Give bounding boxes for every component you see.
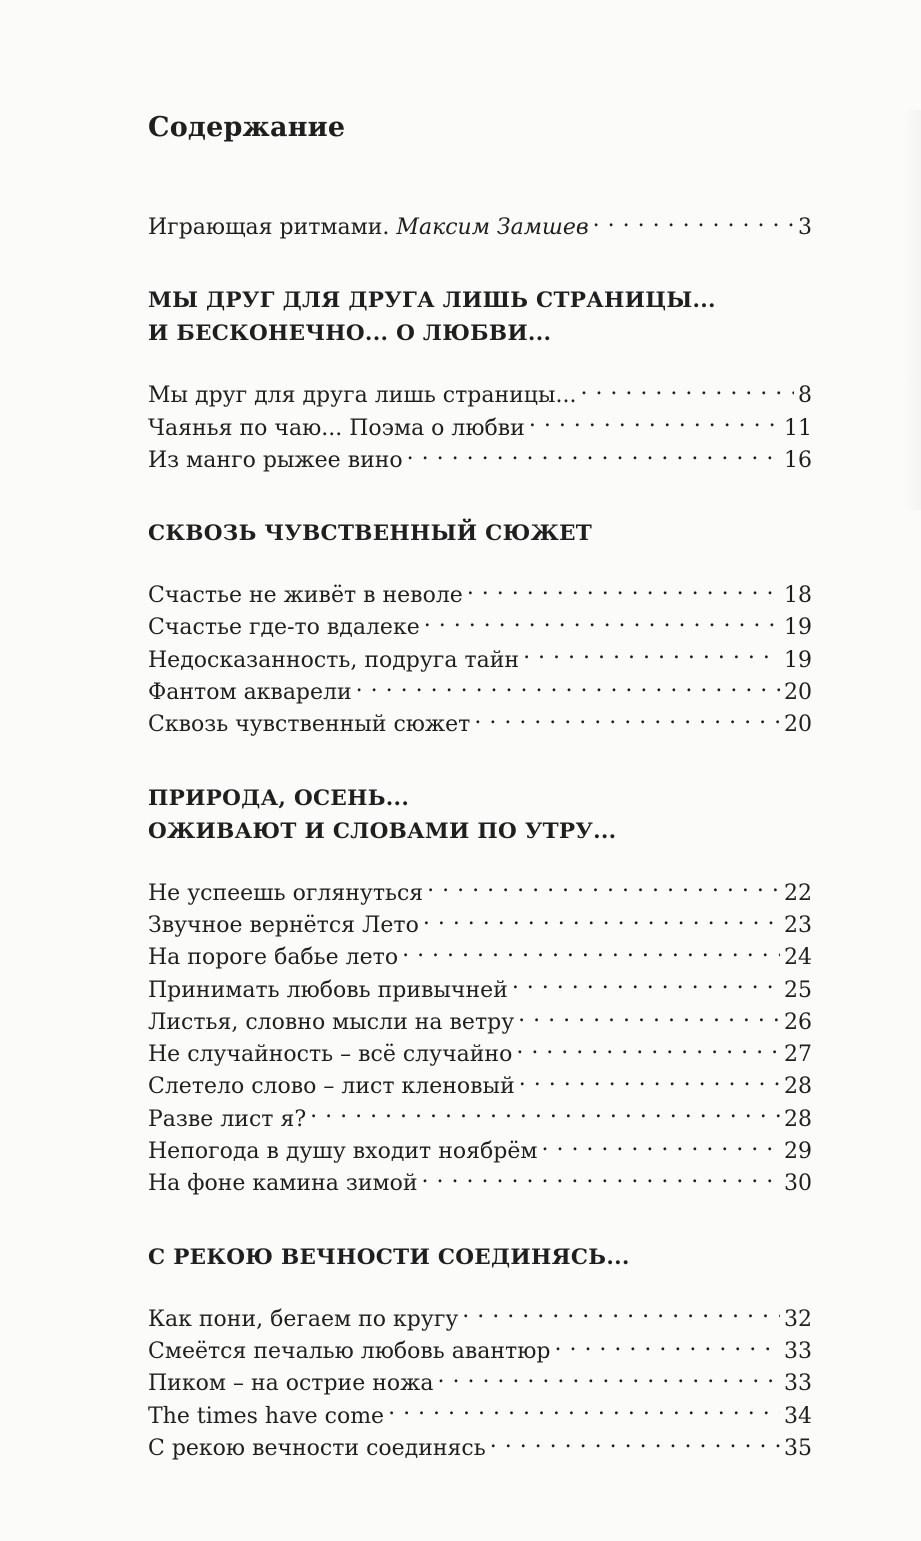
toc-entry [148, 1007, 812, 1039]
dot-leader [422, 1168, 780, 1190]
dot-leader [423, 910, 780, 932]
toc-entry [148, 677, 812, 709]
toc-entry [148, 1433, 812, 1465]
toc-page-number: 34 [784, 1403, 812, 1429]
toc-entry-title: Как пони, бегаем по кругу [148, 1306, 459, 1332]
toc-entry [148, 645, 812, 677]
dot-leader [424, 612, 780, 634]
toc-entry [148, 580, 812, 612]
dot-leader [402, 942, 780, 964]
toc-page-number: 30 [784, 1171, 812, 1197]
toc-page-number: 22 [784, 880, 812, 906]
toc-entry-author: Максим Замшев [396, 215, 589, 240]
toc-page-number: 26 [784, 1009, 812, 1035]
toc-page-number: 24 [784, 945, 812, 971]
toc-page-number: 20 [784, 680, 812, 706]
toc-entry [148, 1304, 812, 1336]
toc-entry [148, 878, 812, 910]
toc-entry-intro [148, 212, 812, 244]
toc-entry-title: Чаянья по чаю... Поэма о любви [148, 415, 525, 441]
toc-entry [148, 612, 812, 644]
toc-page-number: 35 [784, 1435, 812, 1461]
toc-page-number: 32 [784, 1306, 812, 1332]
toc-entry [148, 1071, 812, 1103]
section-heading-line: И БЕСКОНЕЧНО... О ЛЮБВИ... [148, 321, 552, 347]
toc-page-number: 28 [784, 1106, 812, 1132]
toc-page-number: 29 [784, 1139, 812, 1165]
section-heading [148, 782, 812, 848]
section-heading-line: С РЕКОЮ ВЕЧНОСТИ СОЕДИНЯСЬ... [148, 1244, 630, 1270]
toc-page-number: 27 [784, 1042, 812, 1068]
toc-entry-title: Сквозь чувственный сюжет [148, 712, 471, 738]
toc-page-number: 28 [784, 1074, 812, 1100]
toc-entry [148, 1336, 812, 1368]
section-heading [148, 284, 812, 350]
toc-entry [148, 445, 812, 477]
toc-section [148, 782, 812, 1201]
toc-entry-title: Непогода в душу входит ноябрём [148, 1139, 538, 1165]
section-heading [148, 1241, 812, 1274]
toc-page-number: 18 [784, 583, 812, 609]
section-heading-line: ПРИРОДА, ОСЕНЬ... [148, 785, 410, 811]
toc-section [148, 1241, 812, 1465]
dot-leader [580, 380, 794, 402]
toc-entry-name: Играющая ритмами. [148, 215, 390, 240]
toc-entry [148, 975, 812, 1007]
dot-leader [437, 1368, 780, 1390]
dot-leader [554, 1336, 780, 1358]
toc-entry-title: Счастье где-то вдалеке [148, 615, 420, 641]
toc-entry-title: Из манго рыжее вино [148, 447, 403, 473]
toc-entry [148, 1401, 812, 1433]
section-heading [148, 517, 812, 550]
dot-leader [523, 645, 780, 667]
toc-entry [148, 1168, 812, 1200]
toc-entry [148, 413, 812, 445]
dot-leader [519, 1071, 780, 1093]
toc-entry [148, 1368, 812, 1400]
toc-entry-title: Пиком – на острие ножа [148, 1371, 434, 1397]
toc-section [148, 284, 812, 477]
toc-entry-title: Недосказанность, подруга тайн [148, 647, 520, 673]
toc-entry [148, 380, 812, 412]
toc-page-number: 16 [784, 447, 812, 473]
toc-entry-title: The times have come [148, 1403, 385, 1429]
toc-section [148, 517, 812, 741]
section-heading-line: СКВОЗЬ ЧУВСТВЕННЫЙ СЮЖЕТ [148, 521, 593, 547]
toc-entry-title: Разве лист я? [148, 1106, 307, 1132]
toc-entry-title: Фантом акварели [148, 680, 352, 706]
section-heading-line: ОЖИВАЮТ И СЛОВАМИ ПО УТРУ... [148, 818, 617, 844]
dot-leader [310, 1104, 780, 1126]
toc-page-number: 25 [784, 977, 812, 1003]
dot-leader [388, 1401, 780, 1423]
section-heading-line: МЫ ДРУГ ДЛЯ ДРУГА ЛИШЬ СТРАНИЦЫ... [148, 288, 716, 314]
toc-entry [148, 709, 812, 741]
toc-entry-title: Листья, словно мысли на ветру [148, 1009, 515, 1035]
dot-leader [518, 1007, 780, 1029]
dot-leader [516, 1039, 780, 1061]
toc-entry-title: На фоне камина зимой [148, 1171, 418, 1197]
toc-entry [148, 910, 812, 942]
toc-entry-list [148, 380, 812, 477]
dot-leader [512, 975, 780, 997]
toc-page-number: 19 [784, 615, 812, 641]
page-edge-shadow [903, 110, 921, 510]
dot-leader [529, 413, 780, 435]
toc-sections [148, 284, 812, 1465]
toc-entry-title: Звучное вернётся Лето [148, 912, 419, 938]
toc-page-number: 23 [784, 912, 812, 938]
toc-page-number: 19 [784, 647, 812, 673]
toc-entry [148, 1104, 812, 1136]
dot-leader [427, 878, 780, 900]
table-of-contents [148, 108, 812, 1465]
toc-entry-title: Не успеешь оглянуться [148, 880, 424, 906]
toc-page-number: 33 [784, 1371, 812, 1397]
toc-page-number: 33 [784, 1338, 812, 1364]
toc-entry-title [148, 212, 589, 244]
toc-entry [148, 1039, 812, 1071]
toc-entry [148, 1136, 812, 1168]
toc-page-number: 11 [784, 415, 812, 441]
dot-leader [462, 1304, 780, 1326]
toc-entry-list [148, 878, 812, 1201]
dot-leader [356, 677, 780, 699]
toc-entry-title: Слетело слово – лист кленовый [148, 1074, 515, 1100]
toc-entry-list [148, 1304, 812, 1465]
toc-entry-title: Мы друг для друга лишь страницы... [148, 383, 577, 409]
toc-page-number: 3 [798, 215, 812, 240]
toc-entry-title: С рекою вечности соединясь [148, 1435, 486, 1461]
dot-leader [490, 1433, 780, 1455]
dot-leader [467, 580, 780, 602]
dot-leader [474, 709, 780, 731]
toc-entry-list [148, 580, 812, 741]
toc-entry-title: Не случайность – всё случайно [148, 1042, 513, 1068]
toc-entry-title: Счастье не живёт в неволе [148, 583, 463, 609]
toc-entry-title: Смеётся печалью любовь авантюр [148, 1338, 551, 1364]
dot-leader [593, 212, 794, 234]
toc-page-number: 8 [798, 383, 812, 409]
toc-entry-title: На пороге бабье лето [148, 945, 399, 971]
page-title: Содержание [148, 112, 346, 143]
toc-entry [148, 942, 812, 974]
toc-page-number: 20 [784, 712, 812, 738]
dot-leader [541, 1136, 780, 1158]
dot-leader [407, 445, 780, 467]
toc-entry-title: Принимать любовь привычней [148, 977, 508, 1003]
